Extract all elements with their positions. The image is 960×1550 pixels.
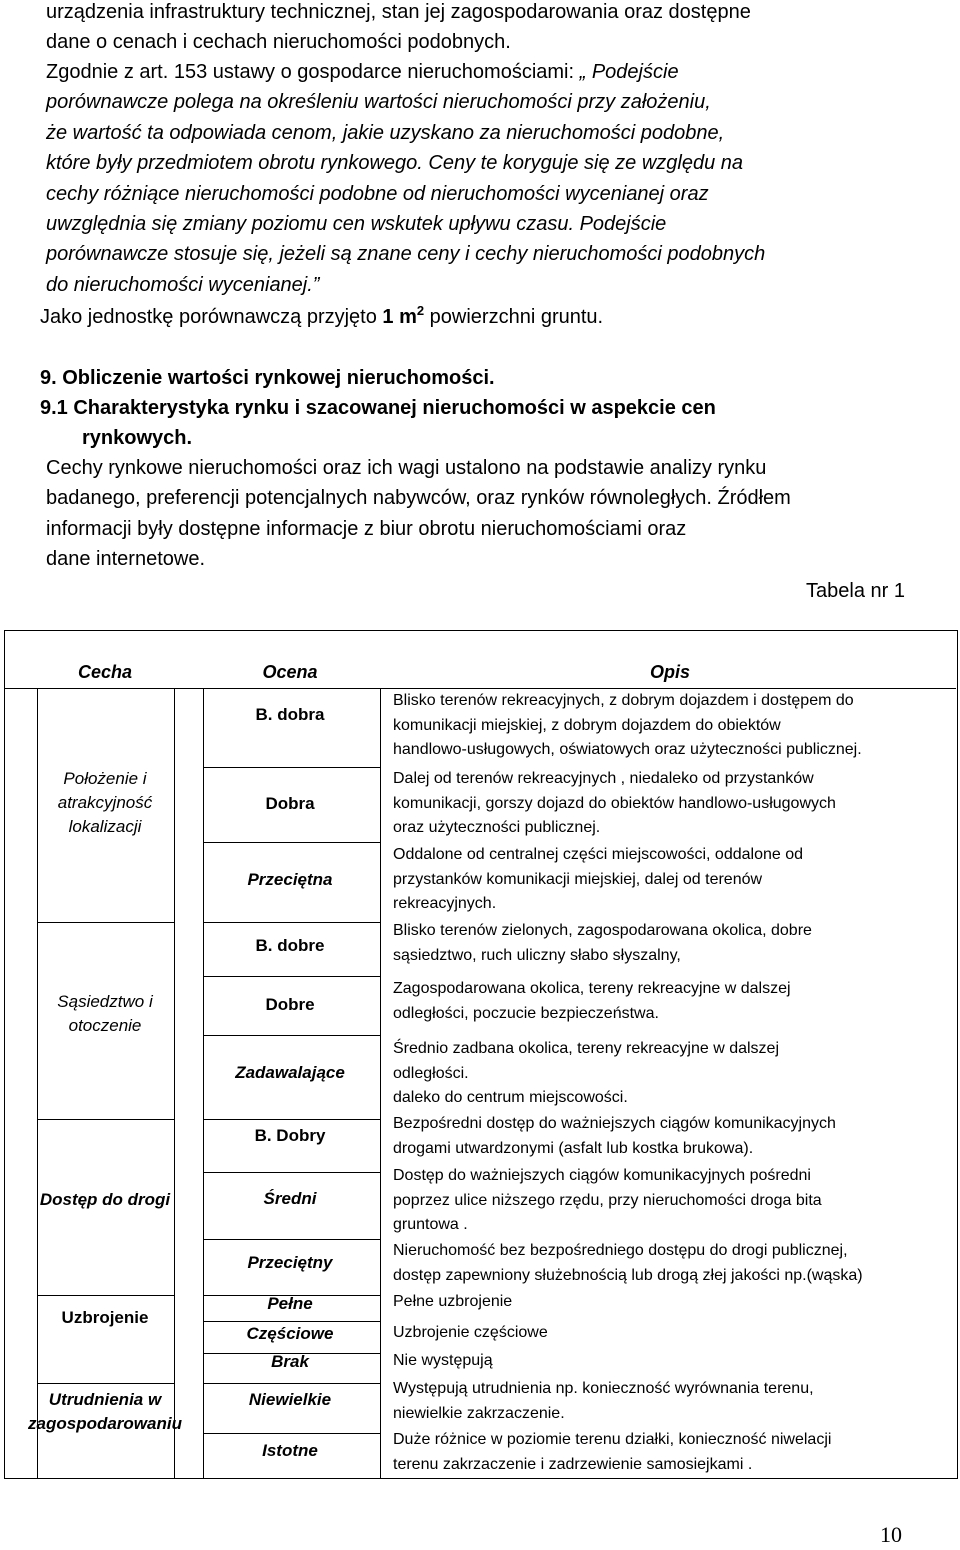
text-line: urządzenia infrastruktury technicznej, stan jej zagospodarowania oraz dostępne xyxy=(46,1,751,23)
category-text: zagospodarowaniu xyxy=(28,1414,182,1433)
column-divider xyxy=(203,688,204,1478)
description-line: Występują utrudnienia np. konieczność wyrównania terenu, xyxy=(393,1380,814,1397)
header-rating: Ocena xyxy=(262,662,318,682)
description-line: oraz użyteczności publicznej. xyxy=(393,819,601,836)
page-number: 10 xyxy=(880,1522,902,1547)
intro-paragraph xyxy=(46,0,946,58)
description-line: odległości. xyxy=(393,1064,469,1082)
section-heading-9-1-continued: rynkowych. xyxy=(82,427,193,449)
rating-divider xyxy=(203,922,380,923)
rating-divider xyxy=(203,1119,380,1120)
text-line: Cechy rynkowe nieruchomości oraz ich wagi ustalono na podstawie analizy rynku xyxy=(46,457,767,479)
description-line: poprzez ulice niższego rzędu, przy nieruchomości droga bita xyxy=(393,1191,822,1209)
description-cell xyxy=(393,689,953,763)
rating-divider xyxy=(203,1383,380,1384)
category-text: Położenie i xyxy=(63,769,147,788)
description-line: przystanków komunikacji miejskiej, dalej od terenów xyxy=(393,870,763,888)
description-line: Dalej od terenów rekreacyjnych , niedaleko od przystanków xyxy=(393,770,814,787)
description-line: Blisko terenów rekreacyjnych, z dobrym dojazdem i dostępem do xyxy=(393,692,854,709)
rating-divider xyxy=(203,1035,380,1036)
comparison-unit-paragraph xyxy=(40,302,940,334)
text-line: dane o cenach i cechach nieruchomości podobnych. xyxy=(46,31,511,54)
text-line xyxy=(46,57,946,87)
text-line xyxy=(40,302,940,334)
category-road-access xyxy=(15,1188,195,1212)
description-line: gruntowa . xyxy=(393,1216,468,1233)
category-text: Sąsiedztwo i xyxy=(57,992,153,1011)
category-divider xyxy=(37,1383,174,1384)
category-text: atrakcyjność xyxy=(57,793,153,812)
market-features-paragraph xyxy=(46,453,946,575)
category-text: Uzbrojenie xyxy=(61,1308,149,1327)
description-cell xyxy=(393,1239,953,1288)
description-line: Średnio zadbana okolica, tereny rekreacyjne w dalszej xyxy=(393,1040,779,1057)
description-line: niewielkie zakrzaczenie. xyxy=(393,1404,565,1422)
market-features-table xyxy=(4,630,958,1479)
legal-quote-paragraph xyxy=(46,57,946,300)
category-divider xyxy=(37,1295,174,1296)
description-line: odległości, poczucie bezpieczeństwa. xyxy=(393,1004,659,1022)
rating-cell: Średni xyxy=(263,1189,317,1208)
table-caption: Tabela nr 1 xyxy=(806,580,905,602)
description-cell xyxy=(393,1377,953,1426)
text-line: do nieruchomości wycenianej.” xyxy=(46,273,320,296)
description-line: Bezpośredni dostęp do ważniejszych ciągów komunikacyjnych xyxy=(393,1115,836,1132)
rating-cell: Niewielkie xyxy=(248,1390,332,1409)
rating-cell: Przeciętna xyxy=(247,870,333,889)
description-line: sąsiedztwo, ruch uliczny słabo słyszalny, xyxy=(393,946,681,964)
rating-cell: Zadawalające xyxy=(235,1063,345,1082)
category-location xyxy=(25,767,185,839)
category-divider xyxy=(37,922,174,923)
rating-cell: Istotne xyxy=(262,1441,318,1460)
text-line: dane internetowe. xyxy=(46,548,206,571)
unit-suffix: powierzchni gruntu. xyxy=(424,306,604,328)
quote-prefix: Zgodnie z art. 153 ustawy o gospodarce nieruchomościami: xyxy=(46,61,580,83)
description-line: Zagospodarowana okolica, tereny rekreacyjne w dalszej xyxy=(393,980,791,997)
description-cell xyxy=(393,1164,953,1238)
rating-divider xyxy=(203,842,380,843)
description-cell xyxy=(393,919,953,968)
category-utilities xyxy=(25,1306,185,1330)
category-text: Utrudnienia w xyxy=(48,1390,162,1409)
quote-start: „ Podejście xyxy=(579,61,679,83)
section-heading-9: 9. Obliczenie wartości rynkowej nieruchomości. xyxy=(40,367,495,389)
rating-divider xyxy=(203,1239,380,1240)
rating-divider xyxy=(203,1433,380,1434)
description-line: dostęp zapewniony służebnością lub drogą złej jakości np.(wąska) xyxy=(393,1266,863,1284)
rating-divider xyxy=(203,976,380,977)
rating-cell: Przeciętny xyxy=(247,1253,333,1272)
text-line: badanego, preferencji potencjalnych nabywców, oraz rynków równoległych. Źródłem xyxy=(46,487,791,510)
category-development-difficulties xyxy=(10,1388,200,1436)
description-line: Pełne uzbrojenie xyxy=(393,1293,513,1310)
header-feature: Cecha xyxy=(77,662,133,682)
header-description: Opis xyxy=(649,662,690,682)
unit-value: 1 m xyxy=(382,306,417,328)
rating-cell: Brak xyxy=(271,1352,309,1371)
rating-divider xyxy=(203,767,380,768)
description-cell xyxy=(393,767,953,841)
description-cell xyxy=(393,977,953,1026)
text-line: uwzględnia się zmiany poziomu cen wskutek upływu czasu. Podejście xyxy=(46,213,667,236)
description-line: Oddalone od centralnej części miejscowości, oddalone od xyxy=(393,846,804,863)
description-line: drogami utwardzonymi (asfalt lub kostka brukowa). xyxy=(393,1139,754,1157)
section-heading-9-1: 9.1 Charakterystyka rynku i szacowanej nieruchomości w aspekcie cen xyxy=(40,397,716,419)
category-text: otoczenie xyxy=(68,1016,142,1035)
rating-divider xyxy=(203,1172,380,1173)
text-line: że wartość ta odpowiada cenom, jakie uzyskano za nieruchomości podobne, xyxy=(46,121,725,144)
description-line: handlowo-usługowych, oświatowych oraz użyteczności publicznej. xyxy=(393,741,862,758)
category-text: lokalizacji xyxy=(68,817,142,836)
description-line: Duże różnice w poziomie terenu działki, konieczność niwelacji xyxy=(393,1431,832,1448)
rating-cell: B. Dobry xyxy=(254,1126,326,1145)
category-divider xyxy=(37,1119,174,1120)
description-cell xyxy=(393,1037,953,1111)
description-cell xyxy=(393,1428,953,1477)
rating-cell: B. dobre xyxy=(255,936,325,955)
text-line: porównawcze stosuje się, jeżeli są znane ceny i cechy nieruchomości podobnych xyxy=(46,243,766,266)
description-line: Uzbrojenie częściowe xyxy=(393,1324,548,1341)
description-line: Nieruchomość bez bezpośredniego dostępu do drogi publicznej, xyxy=(393,1242,848,1259)
description-line: Nie występują xyxy=(393,1352,493,1369)
text-line: informacji były dostępne informacje z biur obrotu nieruchomościami oraz xyxy=(46,517,687,540)
column-divider xyxy=(380,688,381,1478)
text-line: porównawcze polega na określeniu wartości nieruchomości przy założeniu, xyxy=(46,91,711,114)
unit-prefix: Jako jednostkę porównawczą przyjęto xyxy=(40,306,383,328)
rating-cell: Dobra xyxy=(265,794,315,813)
description-cell xyxy=(393,843,953,917)
description-line: daleko do centrum miejscowości. xyxy=(393,1089,628,1106)
text-line: które były przedmiotem obrotu rynkowego. Ceny te koryguje się ze względu na xyxy=(46,152,744,175)
description-cell xyxy=(393,1112,953,1161)
description-line: Dostęp do ważniejszych ciągów komunikacyjnych pośredni xyxy=(393,1167,811,1184)
category-text: Dostęp do drogi xyxy=(39,1190,171,1209)
description-line: Blisko terenów zielonych, zagospodarowana okolica, dobre xyxy=(393,922,812,939)
description-cell xyxy=(393,1290,953,1315)
rating-cell: B. dobra xyxy=(255,705,325,724)
description-line: rekreacyjnych. xyxy=(393,895,497,912)
description-cell xyxy=(393,1321,953,1346)
description-line: komunikacji miejskiej, z dobrym dojazdem do obiektów xyxy=(393,716,781,734)
description-line: komunikacji, gorszy dojazd do obiektów handlowo-usługowych xyxy=(393,794,836,812)
rating-cell: Częściowe xyxy=(246,1324,334,1343)
unit-superscript: 2 xyxy=(416,303,425,318)
category-neighbourhood xyxy=(25,990,185,1038)
rating-cell: Pełne xyxy=(267,1294,313,1313)
description-cell xyxy=(393,1349,953,1374)
rating-cell: Dobre xyxy=(265,995,315,1014)
text-line: cechy różniące nieruchomości podobne od nieruchomości wycenianej oraz xyxy=(46,182,709,205)
description-line: terenu zakrzaczenie i zadrzewienie samosiejkami . xyxy=(393,1455,753,1473)
